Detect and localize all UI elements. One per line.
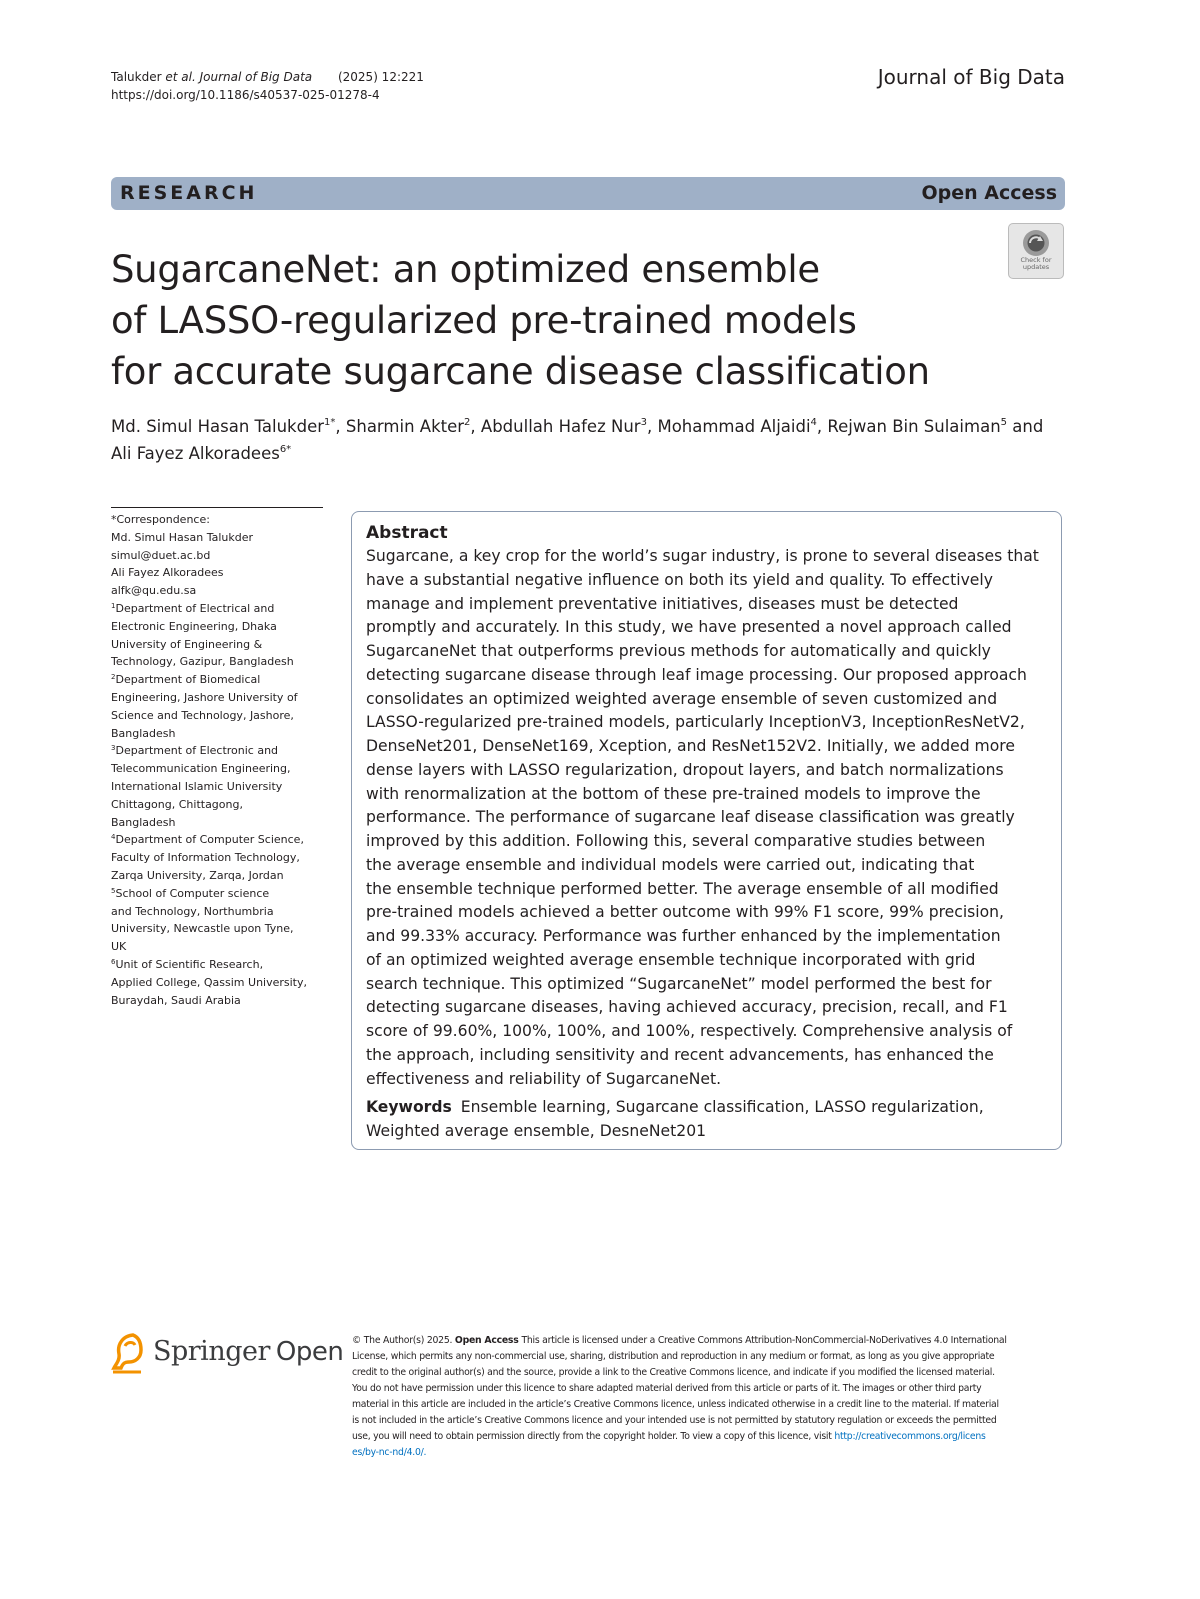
affiliation-line: [111, 778, 326, 796]
license-text: material in this article are included in the article’s Creative Commons licence, unless indicated otherwise in a credit line to the material. If material: [352, 1399, 999, 1410]
license-copyright: © The Author(s) 2025.: [352, 1335, 455, 1346]
affiliation-text: simul@duet.ac.bd: [111, 548, 211, 562]
keywords-label: Keywords: [366, 1098, 452, 1116]
affiliation-text: Buraydah, Saudi Arabia: [111, 993, 241, 1007]
affiliation-text: University of Engineering &: [111, 637, 263, 651]
author: [346, 417, 471, 436]
author-separator: ,: [646, 417, 658, 436]
check-for-updates-badge[interactable]: [1008, 223, 1064, 279]
abstract-line: score of 99.60%, 100%, 100%, and 100%, respectively. Comprehensive analysis of: [366, 1022, 1013, 1040]
citation-line: [111, 70, 424, 84]
author-list: [111, 413, 1071, 467]
abstract-line: with renormalization at the bottom of these pre-trained models to improve the: [366, 784, 981, 803]
affiliation-line: [111, 903, 326, 921]
author-affiliation-mark: 2: [464, 417, 471, 428]
author-name: Abdullah Hafez Nur: [480, 417, 641, 436]
abstract-line: Sugarcane, a key crop for the world’s sugar industry, is prone to several diseases that: [366, 547, 1039, 565]
journal-name: Journal of Big Data: [877, 65, 1065, 89]
affiliation-line: [111, 725, 326, 743]
affiliation-text: Telecommunication Engineering,: [111, 762, 291, 776]
license-text: You do not have permission under this licence to share adapted material derived from this article or parts of it. The images or other third party: [352, 1383, 982, 1394]
license-link[interactable]: http://creativecommons.org/licens: [834, 1431, 986, 1442]
abstract-line: manage and implement preventative initiatives, diseases must be detected: [366, 594, 959, 613]
affiliation-text: Department of Electronic and: [115, 744, 279, 758]
affiliation-line: [111, 529, 326, 547]
author-separator: ,: [816, 417, 828, 436]
abstract-line: have a substantial negative influence on both its yield and quality. To effectively: [366, 570, 993, 589]
citation-journal: et al. Journal of Big Data: [165, 70, 313, 84]
open-access-label: Open Access: [921, 182, 1057, 204]
affiliation-text: Technology, Gazipur, Bangladesh: [111, 655, 294, 669]
affiliation-line: [111, 671, 326, 689]
affiliation-text: and Technology, Northumbria: [111, 904, 274, 918]
citation-volume: (2025) 12:221: [337, 70, 424, 84]
license-link[interactable]: es/by-nc-nd/4.0/.: [352, 1447, 427, 1458]
author-separator: and: [1007, 417, 1044, 436]
affiliation-text: International Islamic University: [111, 779, 283, 793]
author: [111, 444, 291, 463]
abstract-line: effectiveness and reliability of SugarcaneNet.: [366, 1069, 722, 1088]
affiliation-text: alfk@qu.edu.sa: [111, 584, 197, 598]
license-text: This article is licensed under a Creative Commons Attribution-NonCommercial-NoDerivatives 4.0 International: [521, 1335, 1007, 1346]
affiliation-text: University, Newcastle upon Tyne,: [111, 922, 294, 936]
affiliation-line: [111, 796, 326, 814]
license-text: credit to the original author(s) and the source, provide a link to the Creative Commons licence, and indicate if you modified the licensed material.: [352, 1367, 995, 1378]
affiliation-line: [111, 974, 326, 992]
license-open-access: Open Access: [454, 1335, 522, 1346]
abstract-line: of an optimized weighted average ensemble technique incorporated with grid: [366, 950, 976, 969]
affiliation-number: 5: [111, 886, 116, 895]
author: [481, 417, 647, 436]
affiliation-line: [111, 689, 326, 707]
affiliation-text: Md. Simul Hasan Talukder: [111, 530, 254, 544]
abstract-line: the ensemble technique performed better. The average ensemble of all modified: [366, 879, 999, 898]
abstract-box: [351, 511, 1062, 1150]
affiliation-text: Faculty of Information Technology,: [111, 851, 300, 865]
author-name: Sharmin Akter: [345, 417, 465, 436]
author-name: Mohammad Aljaidi: [657, 417, 811, 436]
license-line: [352, 1333, 1064, 1349]
abstract-text: [366, 545, 1056, 1091]
author: [827, 417, 1007, 436]
affiliations: [111, 511, 326, 1009]
abstract-line: pre-trained models achieved a better outcome with 99% F1 score, 99% precision,: [366, 903, 1005, 922]
affiliation-line: [111, 885, 326, 903]
affiliation-line: [111, 992, 326, 1010]
affiliation-line: [111, 600, 326, 618]
license-text: is not included in the article’s Creative Commons licence and your intended use is not permitted by statutory regulation or exceeds the permitted: [352, 1415, 997, 1426]
affiliation-text: Electronic Engineering, Dhaka: [111, 619, 277, 633]
abstract-line: the average ensemble and individual models were carried out, indicating that: [366, 855, 975, 874]
license-line: [352, 1429, 1064, 1445]
doi-link[interactable]: https://doi.org/10.1186/s40537-025-01278-4: [111, 88, 380, 102]
affiliation-text: Department of Electrical and: [115, 601, 275, 615]
abstract-line: search technique. This optimized “SugarcaneNet” model performed the best for: [366, 974, 992, 993]
affiliation-line: [111, 564, 326, 582]
affiliation-number: 4: [111, 833, 116, 842]
abstract-line: promptly and accurately. In this study, we have presented a novel approach called: [366, 618, 1012, 637]
abstract-heading: Abstract: [366, 523, 448, 543]
springer-horse-icon: [111, 1332, 151, 1376]
affiliation-line: [111, 849, 326, 867]
affiliation-line: [111, 707, 326, 725]
springer-wordmark: Springer Open: [153, 1336, 344, 1367]
keywords: [366, 1096, 1056, 1144]
license-statement: [352, 1333, 1064, 1461]
abstract-line: consolidates an optimized weighted average ensemble of seven customized and: [366, 689, 998, 708]
title-line: for accurate sugarcane disease classification: [111, 350, 930, 393]
affiliation-text: Applied College, Qassim University,: [111, 975, 307, 989]
abstract-line: improved by this addition. Following this, several comparative studies between: [366, 832, 986, 850]
affiliation-line: [111, 867, 326, 885]
license-line: [352, 1365, 1064, 1381]
license-text: use, you will need to obtain permission directly from the copyright holder. To view a copy of this licence, visit: [352, 1431, 835, 1442]
research-label: RESEARCH: [120, 182, 258, 204]
affiliation-text: Unit of Scientific Research,: [115, 957, 264, 971]
affiliation-line: [111, 618, 326, 636]
author-affiliation-mark: 1*: [324, 417, 336, 428]
affiliation-text: Bangladesh: [111, 726, 176, 740]
author: [111, 417, 335, 436]
affiliation-line: [111, 938, 326, 956]
affiliation-text: Bangladesh: [111, 815, 176, 829]
affiliation-text: Engineering, Jashore University of: [111, 690, 298, 704]
affiliation-line: [111, 831, 326, 849]
abstract-line: the approach, including sensitivity and recent advancements, has enhanced the: [366, 1045, 994, 1064]
license-line: [352, 1397, 1064, 1413]
affiliation-number: 6: [111, 957, 116, 966]
keywords-line: Ensemble learning, Sugarcane classification, LASSO regularization,: [460, 1098, 984, 1116]
license-line: [352, 1349, 1064, 1365]
abstract-line: detecting sugarcane disease through leaf image processing. Our proposed approach: [366, 665, 1027, 684]
title-line: of LASSO-regularized pre-trained models: [111, 299, 857, 342]
author-affiliation-mark: 3: [640, 417, 647, 428]
author-name: Ali Fayez Alkoradees: [111, 444, 280, 463]
abstract-line: DenseNet201, DenseNet169, Xception, and ResNet152V2. Initially, we added more: [366, 737, 1015, 755]
affiliation-line: [111, 653, 326, 671]
affiliation-line: [111, 582, 326, 600]
affiliation-number: 1: [111, 601, 116, 610]
abstract-line: and 99.33% accuracy. Performance was further enhanced by the implementation: [366, 927, 1001, 945]
abstract-line: performance. The performance of sugarcane leaf disease classification was greatly: [366, 808, 1015, 827]
abstract-line: SugarcaneNet that outperforms previous methods for automatically and quickly: [366, 642, 991, 660]
affiliation-text: Department of Biomedical: [115, 673, 261, 687]
author-name: Md. Simul Hasan Talukder: [111, 417, 325, 436]
affiliation-text: Science and Technology, Jashore,: [111, 708, 294, 722]
affiliation-text: Ali Fayez Alkoradees: [111, 566, 224, 580]
affiliation-line: [111, 814, 326, 832]
abstract-line: LASSO-regularized pre-trained models, particularly InceptionV3, InceptionResNetV2,: [366, 713, 1025, 732]
affiliation-text: School of Computer science: [115, 886, 270, 900]
author-separator: ,: [470, 417, 481, 436]
affiliation-text: UK: [111, 940, 127, 954]
affiliation-line: [111, 511, 326, 529]
author-affiliation-mark: 5: [1000, 417, 1008, 428]
affiliation-line: [111, 547, 326, 565]
affiliation-line: [111, 956, 326, 974]
article-type-banner: [111, 177, 1065, 210]
abstract-line: dense layers with LASSO regularization, dropout layers, and batch normalizations: [366, 760, 1004, 779]
check-updates-text: Check for updates: [1020, 256, 1052, 271]
affiliation-line: [111, 920, 326, 938]
author: [657, 417, 816, 436]
affiliation-number: 2: [111, 673, 116, 682]
affiliation-text: *Correspondence:: [111, 513, 210, 526]
license-text: License, which permits any non-commercial use, sharing, distribution and reproduction in any medium or format, as long as you give appropriate: [352, 1351, 995, 1362]
title-line: SugarcaneNet: an optimized ensemble: [111, 248, 820, 291]
springer-open-logo: [111, 1332, 344, 1376]
license-line: [352, 1381, 1064, 1397]
affiliations-divider: [111, 507, 323, 508]
citation-authors: Talukder: [111, 70, 162, 84]
keywords-line: Weighted average ensemble, DesneNet201: [366, 1121, 707, 1140]
affiliation-number: 3: [111, 744, 116, 753]
affiliation-text: Chittagong, Chittagong,: [111, 797, 243, 811]
author-separator: ,: [335, 417, 346, 436]
abstract-line: detecting sugarcane diseases, having achieved accuracy, precision, recall, and F1: [366, 998, 1008, 1017]
affiliation-line: [111, 760, 326, 778]
author-affiliation-mark: 4: [810, 417, 817, 428]
license-line: [352, 1445, 1064, 1461]
affiliation-line: [111, 742, 326, 760]
author-name: Rejwan Bin Sulaiman: [827, 417, 1001, 436]
article-title: [111, 244, 971, 397]
affiliation-line: [111, 636, 326, 654]
affiliation-text: Zarqa University, Zarqa, Jordan: [111, 868, 284, 882]
license-line: [352, 1413, 1064, 1429]
author-affiliation-mark: 6*: [279, 444, 292, 455]
affiliation-text: Department of Computer Science,: [115, 833, 304, 847]
